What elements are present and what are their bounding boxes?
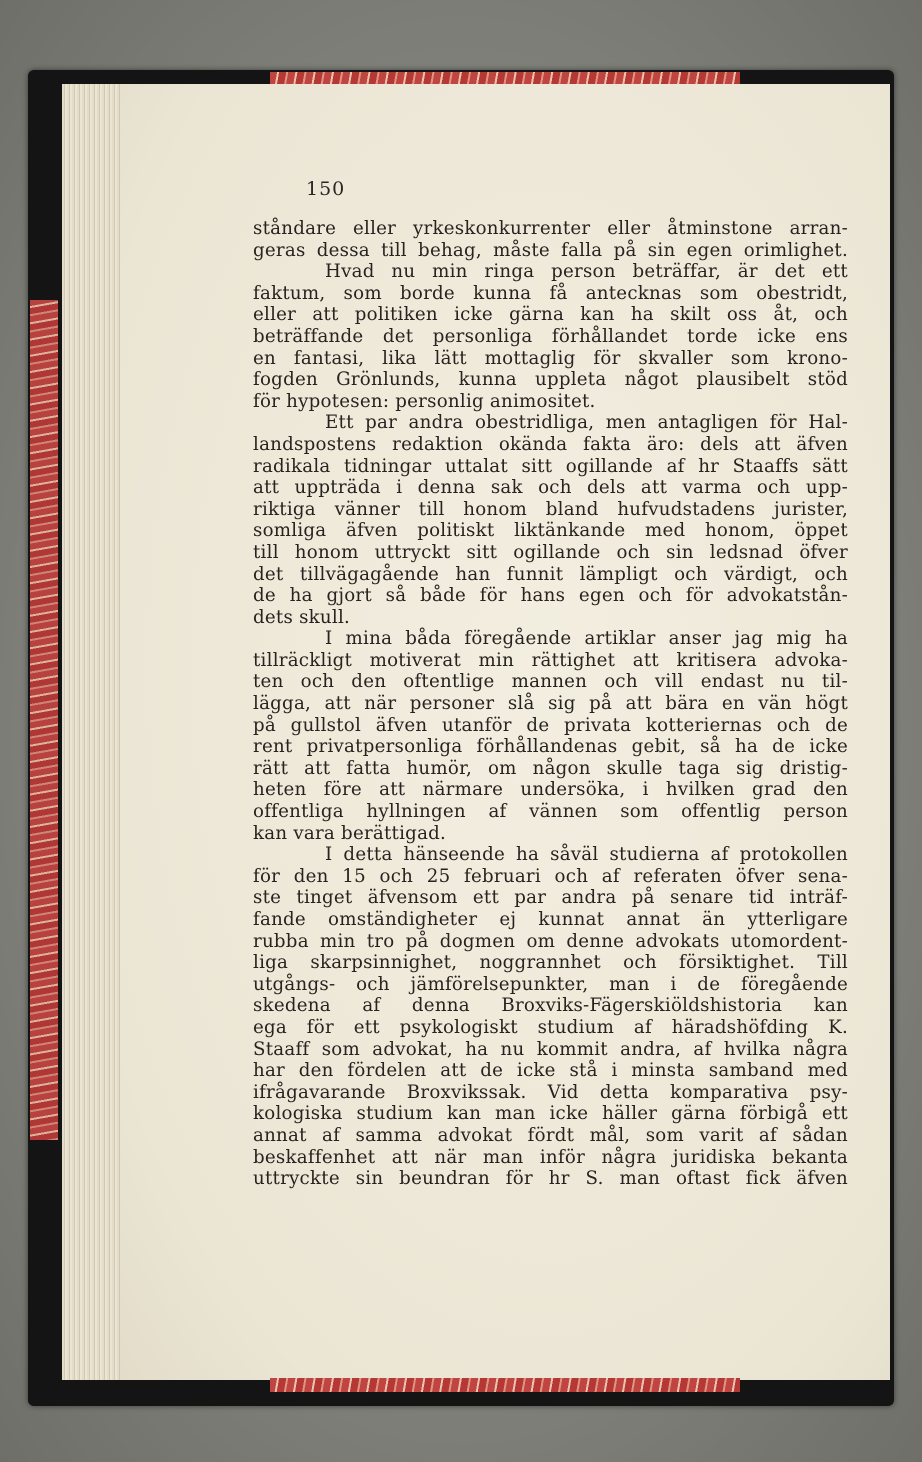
text-line: beskaffenhet att när man inför några juridiska bekanta (253, 1146, 848, 1168)
text-line: uttryckte sin beundran för hr S. man oftast fick äfven (253, 1168, 848, 1190)
text-line: det tillvägagående han funnit lämpligt och värdigt, och (253, 563, 848, 585)
text-line: riktiga vänner till honom bland hufvudstadens jurister, (253, 498, 848, 520)
text-line: utgångs- och jämförelsepunkter, man i de föregående (253, 973, 848, 995)
text-line: heten före att närmare undersöka, i hvilken grad den (253, 779, 848, 801)
text-line: ten och den oftentlige mannen och vill endast nu til- (253, 671, 848, 693)
text-line: rent privatpersonliga förhållandenas gebit, så ha de icke (253, 736, 848, 758)
text-line: ståndare eller yrkeskonkurrenter eller åtminstone arran- (253, 218, 848, 239)
text-line: somliga äfven politiskt liktänkande med honom, öppet (253, 520, 848, 542)
text-line: ega för ett psykologiskt studium af häradshöfding K. (253, 1016, 848, 1038)
text-line: kan vara berättigad. (253, 822, 447, 844)
text-line: fogden Grönlunds, kunna uppleta något plausibelt stöd (253, 369, 848, 391)
text-line: geras dessa till behag, måste falla på sin egen orimlighet. (253, 239, 848, 261)
text-line: annat af samma advokat fördt mål, som varit af sådan (253, 1124, 848, 1146)
text-line: rätt att fatta humör, om någon skulle taga sig dristig- (253, 757, 848, 779)
text-line: landspostens redaktion okända fakta äro: dels att äfven (253, 433, 848, 455)
text-line: att uppträda i denna sak och dels att varma och upp- (253, 477, 848, 499)
text-line: till honom uttryckt sitt ogillande och sin ledsnad öfver (253, 541, 848, 563)
text-line: kologiska studium kan man icke häller gärna förbigå ett (253, 1103, 848, 1125)
text-line: beträffande det personliga förhållandet torde icke ens (253, 325, 848, 347)
text-line: liga skarpsinnighet, noggrannhet och försiktighet. Till (253, 952, 848, 974)
text-line: lägga, att när personer slå sig på att bära en vän högt (253, 693, 848, 715)
text-line: de ha gjort så både för hans egen och för advokatstån- (253, 585, 848, 607)
text-line: rubba min tro på dogmen om denne advokats utomordent- (253, 930, 848, 952)
text-line: Ett par andra obestridliga, men antagligen för Hal- (325, 412, 848, 434)
marbled-edge-left (30, 300, 58, 1140)
text-line: dets skull. (253, 606, 351, 628)
text-line: på gullstol äfven utanför de privata kotteriernas och de (253, 714, 848, 736)
marbled-edge-bottom (270, 1378, 740, 1392)
text-line: har den fördelen att de icke stå i minsta samband med (253, 1060, 848, 1082)
text-line: tillräckligt motiverat min rättighet att kritisera advoka- (253, 649, 848, 671)
text-line: Hvad nu min ringa person beträffar, är det ett (325, 261, 848, 283)
page-number: 150 (306, 178, 346, 200)
body-text (253, 218, 848, 1190)
text-line: för hypotesen: personlig animositet. (253, 390, 596, 412)
text-line: I mina båda föregående artiklar anser jag mig ha (325, 628, 848, 650)
text-line: ifrågavarande Broxvikssak. Vid detta komparativa psy- (253, 1081, 848, 1103)
text-line: fande omständigheter ej kunnat annat än ytterligare (253, 909, 848, 930)
text-line: offentliga hyllningen af vännen som offentlig person (253, 801, 848, 823)
text-line: för den 15 och 25 februari och af referaten öfver sena- (253, 865, 848, 887)
text-line: skedena af denna Broxviks-Fägerskiöldshistoria kan (253, 995, 848, 1017)
text-line: en fantasi, lika lätt mottaglig för skvaller som krono- (253, 347, 848, 369)
text-line: ste tinget äfvensom ett par andra på senare tid inträf- (253, 887, 848, 909)
text-line: eller att politiken icke gärna kan ha skilt oss åt, och (253, 304, 848, 326)
text-line: faktum, som borde kunna få antecknas som obestridt, (253, 282, 848, 304)
text-line: Staaff som advokat, ha nu kommit andra, af hvilka några (253, 1038, 848, 1060)
text-line: radikala tidningar uttalat sitt ogillande af hr Staaffs sätt (253, 455, 848, 477)
text-line: I detta hänseende ha såväl studierna af protokollen (325, 844, 848, 866)
